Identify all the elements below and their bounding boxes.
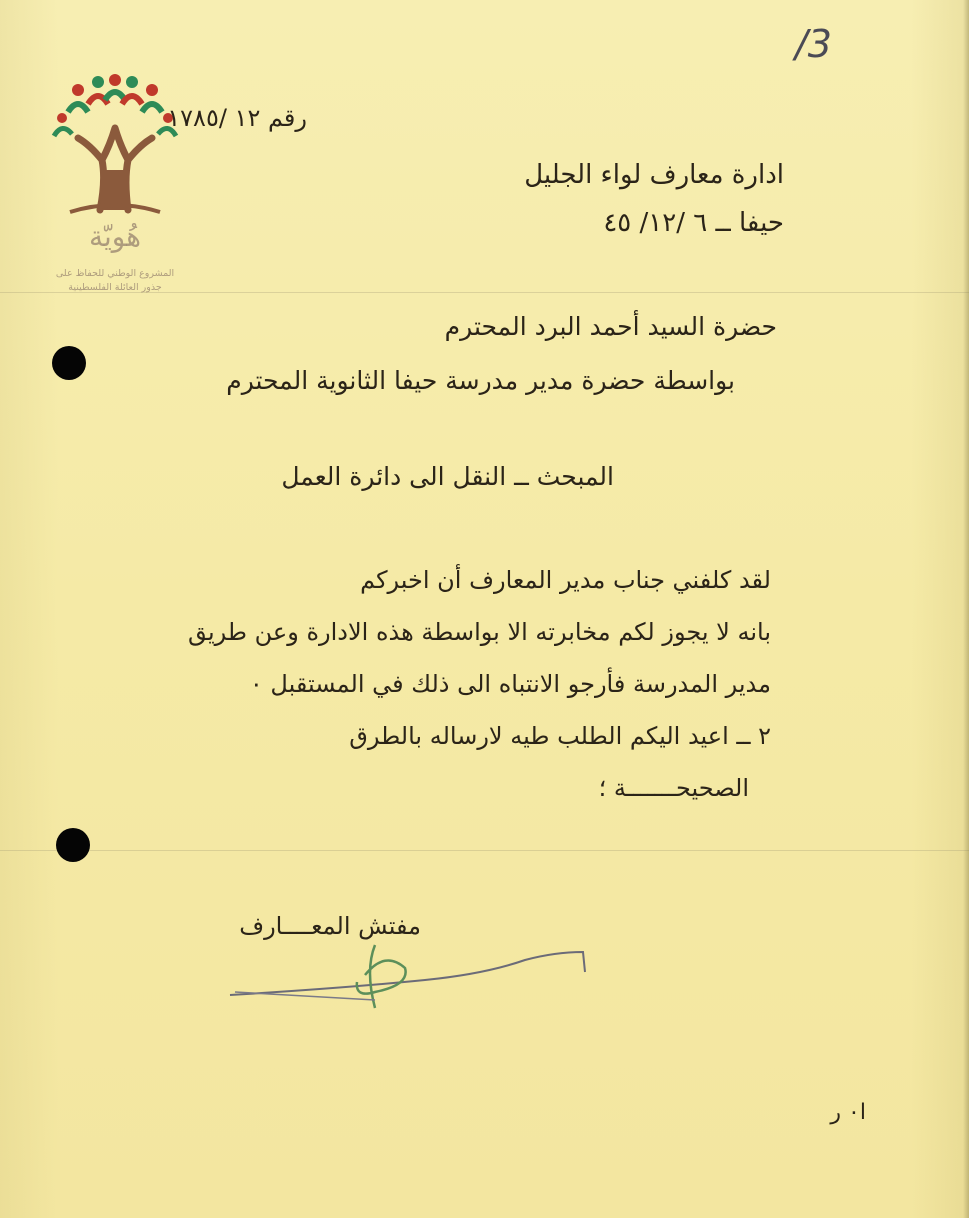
- ruled-line: [0, 850, 969, 851]
- body-line: مدير المدرسة فأرجو الانتباه الى ذلك في المستقبل ٠: [249, 670, 771, 698]
- via-line: بواسطة حضرة مدير مدرسة حيفا الثانوية المحترم: [226, 366, 735, 395]
- watermark-tagline-2: جذور العائلة الفلسطينية: [68, 282, 162, 293]
- body-line: لقد كلفني جناب مدير المعارف أن اخبركم: [360, 566, 771, 594]
- page-number: /3: [795, 22, 832, 66]
- signature-mark: [225, 930, 605, 1020]
- subject-line: المبحث ــ النقل الى دائرة العمل: [281, 462, 614, 491]
- place-and-date: حيفا ــ ٦ /١٢/ ٤٥: [603, 208, 784, 238]
- punch-hole: [52, 346, 86, 380]
- addressee-line: حضرة السيد أحمد البرد المحترم: [444, 312, 777, 341]
- tree-logo-icon: [40, 70, 190, 220]
- signatory-title: مفتش المعــــارف: [239, 912, 421, 940]
- body-line: بانه لا يجوز لكم مخابرته الا بواسطة هذه الادارة وعن طريق: [187, 618, 771, 646]
- reference-number: رقم ١٢ /١٧٨٥: [167, 104, 307, 132]
- watermark-tagline-1: المشروع الوطني للحفاظ على: [55, 268, 175, 279]
- watermark-name: هُويّة: [88, 220, 142, 253]
- body-line: الصحيحـــــــة ؛: [598, 774, 749, 802]
- footer-initials: ا٠ ر: [830, 1100, 866, 1125]
- punch-hole: [56, 828, 90, 862]
- department-heading: ادارة معارف لواء الجليل: [524, 160, 784, 190]
- body-line: ٢ ــ اعيد اليكم الطلب طيه لارساله بالطرق: [349, 722, 771, 750]
- page-edge-shadow: [963, 0, 969, 1218]
